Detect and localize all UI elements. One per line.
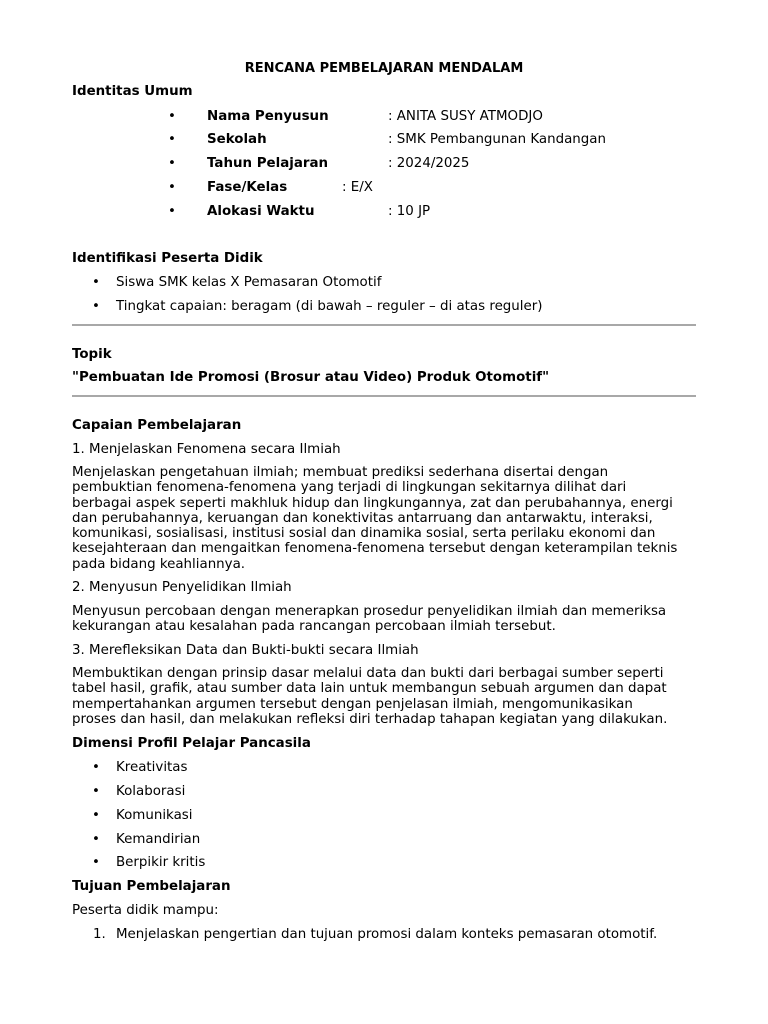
identity-value: : E/X — [342, 180, 373, 195]
bullet-icon: • — [92, 275, 100, 290]
identity-label: Alokasi Waktu — [207, 204, 315, 219]
identity-label: Fase/Kelas — [207, 180, 288, 195]
identity-value: : SMK Pembangunan Kandangan — [388, 132, 606, 147]
bullet-icon: • — [92, 784, 100, 799]
document-title: RENCANA PEMBELAJARAN MENDALAM — [244, 61, 524, 76]
section-heading-identitas: Identitas Umum — [72, 84, 193, 99]
bullet-icon: • — [92, 760, 100, 775]
paragraph: Menjelaskan pengetahuan ilmiah; membuat prediksi sederhana disertai dengan pembuktian fenomena-fenomena yang terjadi di lingkungan sekitarnya dilihat dari berbagai aspek seperti makhluk hidup dan lingkungannya, zat dan perubahannya, energi dan perubahannya, keruangan dan konektivitas antarruang dan antarwaktu, interaksi, komunikasi, sosialisasi, institusi sosial dan dinamika sosial, serta perilaku ekonomi dan kesejahteraan dan mengaitkan fenomena-fenomena tersebut dengan keterampilan teknis pada bidang keahliannya. — [72, 465, 678, 572]
identity-label: Tahun Pelajaran — [207, 156, 329, 171]
bullet-icon: • — [92, 299, 100, 314]
paragraph: Menyusun percobaan dengan menerapkan prosedur penyelidikan ilmiah dan memeriksa kekurangan atau kesalahan pada rancangan percobaan ilmiah tersebut. — [72, 604, 667, 635]
identity-row-sekolah — [72, 132, 696, 150]
section-heading-capaian: Capaian Pembelajaran — [72, 418, 242, 433]
bullet-icon: • — [168, 109, 176, 124]
section-heading-topik: Topik — [72, 347, 112, 362]
bullet-icon: • — [92, 832, 100, 847]
section-heading-tujuan: Tujuan Pembelajaran — [72, 879, 231, 894]
identity-value: : 10 JP — [388, 204, 431, 219]
bullet-icon: • — [92, 855, 100, 870]
bullet-icon: • — [168, 180, 176, 195]
identity-value: : ANITA SUSY ATMODJO — [388, 109, 543, 124]
paragraph: Membuktikan dengan prinsip dasar melalui data dan bukti dari berbagai sumber seperti tabel hasil, grafik, atau sumber data lain untuk membangun sebuah argumen dan dapat mempertahankan argumen tersebut dengan penjelasan ilmiah, mengomunikasikan proses dan hasil, dan melakukan refleksi diri terhadap tahapan kegiatan yang dilakukan. — [72, 666, 668, 727]
bullet-icon: • — [168, 132, 176, 147]
horizontal-divider — [72, 395, 696, 397]
topic-text: "Pembuatan Ide Promosi (Brosur atau Video) Produk Otomotif" — [72, 370, 550, 385]
subsection-title: 1. Menjelaskan Fenomena secara Ilmiah — [72, 442, 341, 457]
identity-label: Sekolah — [207, 132, 267, 147]
bullet-icon: • — [168, 156, 176, 171]
section-heading-dimensi: Dimensi Profil Pelajar Pancasila — [72, 736, 311, 751]
identity-value: : 2024/2025 — [388, 156, 470, 171]
section-heading-peserta: Identifikasi Peserta Didik — [72, 251, 263, 266]
bullet-icon: • — [92, 808, 100, 823]
subsection-title: 3. Merefleksikan Data dan Bukti-bukti secara Ilmiah — [72, 643, 419, 658]
horizontal-divider — [72, 324, 696, 326]
intro-text: Peserta didik mampu: — [72, 903, 219, 918]
subsection-title: 2. Menyusun Penyelidikan Ilmiah — [72, 580, 292, 595]
identity-row-nama — [72, 109, 696, 127]
identity-row-fase — [72, 180, 696, 198]
identity-label: Nama Penyusun — [207, 109, 329, 124]
identity-row-tahun — [72, 156, 696, 174]
bullet-icon: • — [168, 204, 176, 219]
identity-row-alokasi — [72, 204, 696, 222]
